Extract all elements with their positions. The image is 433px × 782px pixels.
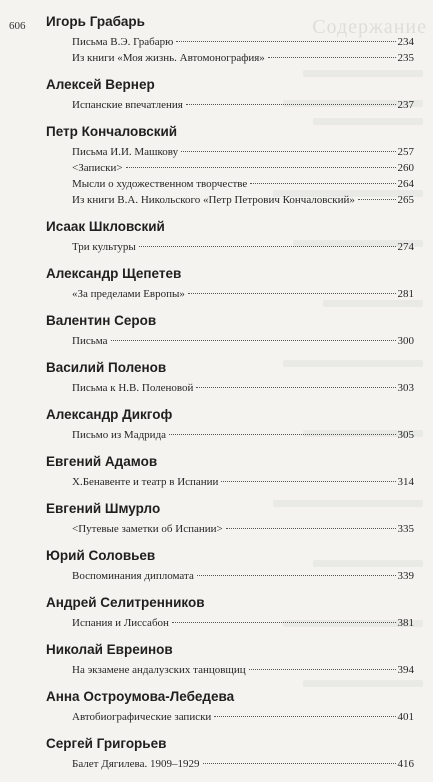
author-name: Андрей Селитренников	[46, 595, 205, 610]
toc-section	[46, 735, 414, 772]
toc-section	[46, 123, 414, 208]
toc-section	[46, 359, 414, 396]
entry-title: Письма В.Э. Грабарю	[72, 36, 174, 48]
dot-leader	[186, 104, 396, 105]
dot-leader	[196, 387, 395, 388]
author-name: Сергей Григорьев	[46, 736, 167, 751]
toc-entry[interactable]	[72, 521, 414, 537]
entry-page-number: 305	[397, 429, 414, 441]
toc-entry[interactable]	[72, 427, 414, 443]
dot-leader	[358, 199, 396, 200]
entry-title: Из книги В.А. Никольского «Петр Петрович Кончаловский»	[72, 194, 355, 206]
toc-entry[interactable]	[72, 568, 414, 584]
entry-title: Х.Бенавенте и театр в Испании	[72, 476, 219, 488]
dot-leader	[214, 716, 395, 717]
author-name: Петр Кончаловский	[46, 124, 178, 139]
entry-title: Из книги «Моя жизнь. Автомонография»	[72, 52, 265, 64]
entry-page-number: 234	[397, 36, 414, 48]
dot-leader	[111, 340, 396, 341]
entry-title: «За пределами Европы»	[72, 288, 185, 300]
entry-title: Балет Дягилева. 1909–1929	[72, 758, 200, 770]
dot-leader	[139, 246, 396, 247]
entry-title: Три культуры	[72, 241, 136, 253]
dot-leader	[249, 669, 396, 670]
toc-section	[46, 688, 414, 725]
author-name: Александр Щепетев	[46, 266, 182, 281]
author-name: Юрий Соловьев	[46, 548, 156, 563]
dot-leader	[250, 183, 395, 184]
entry-page-number: 314	[397, 476, 414, 488]
toc-section	[46, 218, 414, 255]
toc-entry[interactable]	[72, 239, 414, 255]
entry-page-number: 416	[397, 758, 414, 770]
entry-page-number: 401	[397, 711, 414, 723]
entry-title: Письма	[72, 335, 108, 347]
toc-entry[interactable]	[72, 144, 414, 160]
toc-section	[46, 13, 414, 66]
toc-section	[46, 76, 414, 113]
author-name: Евгений Шмурло	[46, 501, 161, 516]
entry-title: Мысли о художественном творчестве	[72, 178, 248, 190]
author-name: Николай Евреинов	[46, 642, 173, 657]
toc-entry[interactable]	[72, 176, 414, 192]
toc-entry[interactable]	[72, 380, 414, 396]
entry-page-number: 339	[397, 570, 414, 582]
dot-leader	[172, 622, 396, 623]
entry-page-number: 260	[397, 162, 414, 174]
dot-leader	[221, 481, 395, 482]
dot-leader	[226, 528, 396, 529]
entry-page-number: 237	[397, 99, 414, 111]
entry-page-number: 335	[397, 523, 414, 535]
entry-title: Письмо из Мадрида	[72, 429, 167, 441]
entry-page-number: 381	[397, 617, 414, 629]
entry-page-number: 300	[397, 335, 414, 347]
toc-entry[interactable]	[72, 160, 414, 176]
dot-leader	[126, 167, 396, 168]
toc-section	[46, 500, 414, 537]
toc-entry[interactable]	[72, 192, 414, 208]
entry-page-number: 394	[397, 664, 414, 676]
entry-page-number: 274	[397, 241, 414, 253]
toc-entry[interactable]	[72, 615, 414, 631]
page-number: 606	[9, 20, 26, 32]
ghost-heading: Содержание	[312, 16, 427, 38]
author-name: Валентин Серов	[46, 313, 157, 328]
toc-entry[interactable]	[72, 50, 414, 66]
entry-page-number: 303	[397, 382, 414, 394]
author-name: Александр Дикгоф	[46, 407, 173, 422]
toc-entry[interactable]	[72, 34, 414, 50]
author-name: Алексей Вернер	[46, 77, 155, 92]
toc-section	[46, 312, 414, 349]
toc-section	[46, 265, 414, 302]
entry-title: Письма И.И. Машкову	[72, 146, 179, 158]
entry-title: Письма к Н.В. Поленовой	[72, 382, 194, 394]
author-name: Василий Поленов	[46, 360, 167, 375]
toc-entry[interactable]	[72, 662, 414, 678]
toc-entry[interactable]	[72, 333, 414, 349]
entry-title: Автобиографические записки	[72, 711, 212, 723]
dot-leader	[169, 434, 395, 435]
dot-leader	[268, 57, 396, 58]
entry-page-number: 264	[397, 178, 414, 190]
entry-title: <Записки>	[72, 162, 123, 174]
dot-leader	[181, 151, 395, 152]
entry-title: На экзамене андалузских танцовщиц	[72, 664, 246, 676]
toc-entry[interactable]	[72, 97, 414, 113]
toc-entry[interactable]	[72, 709, 414, 725]
toc-entry[interactable]	[72, 286, 414, 302]
toc-entry[interactable]	[72, 474, 414, 490]
toc-section	[46, 453, 414, 490]
toc-section	[46, 406, 414, 443]
author-name: Анна Остроумова-Лебедева	[46, 689, 235, 704]
author-name: Евгений Адамов	[46, 454, 158, 469]
toc-section	[46, 594, 414, 631]
toc-entry[interactable]	[72, 756, 414, 772]
entry-title: <Путевые заметки об Испании>	[72, 523, 223, 535]
entry-title: Испанские впечатления	[72, 99, 183, 111]
toc-section	[46, 641, 414, 678]
dot-leader	[197, 575, 396, 576]
entry-page-number: 235	[397, 52, 414, 64]
entry-page-number: 281	[397, 288, 414, 300]
entry-page-number: 257	[397, 146, 414, 158]
entry-title: Воспоминания дипломата	[72, 570, 194, 582]
table-of-contents	[46, 13, 414, 782]
author-name: Исаак Шкловский	[46, 219, 165, 234]
dot-leader	[188, 293, 396, 294]
dot-leader	[203, 763, 396, 764]
toc-section	[46, 547, 414, 584]
author-name: Игорь Грабарь	[46, 14, 145, 29]
dot-leader	[176, 41, 395, 42]
entry-title: Испания и Лиссабон	[72, 617, 169, 629]
entry-page-number: 265	[397, 194, 414, 206]
